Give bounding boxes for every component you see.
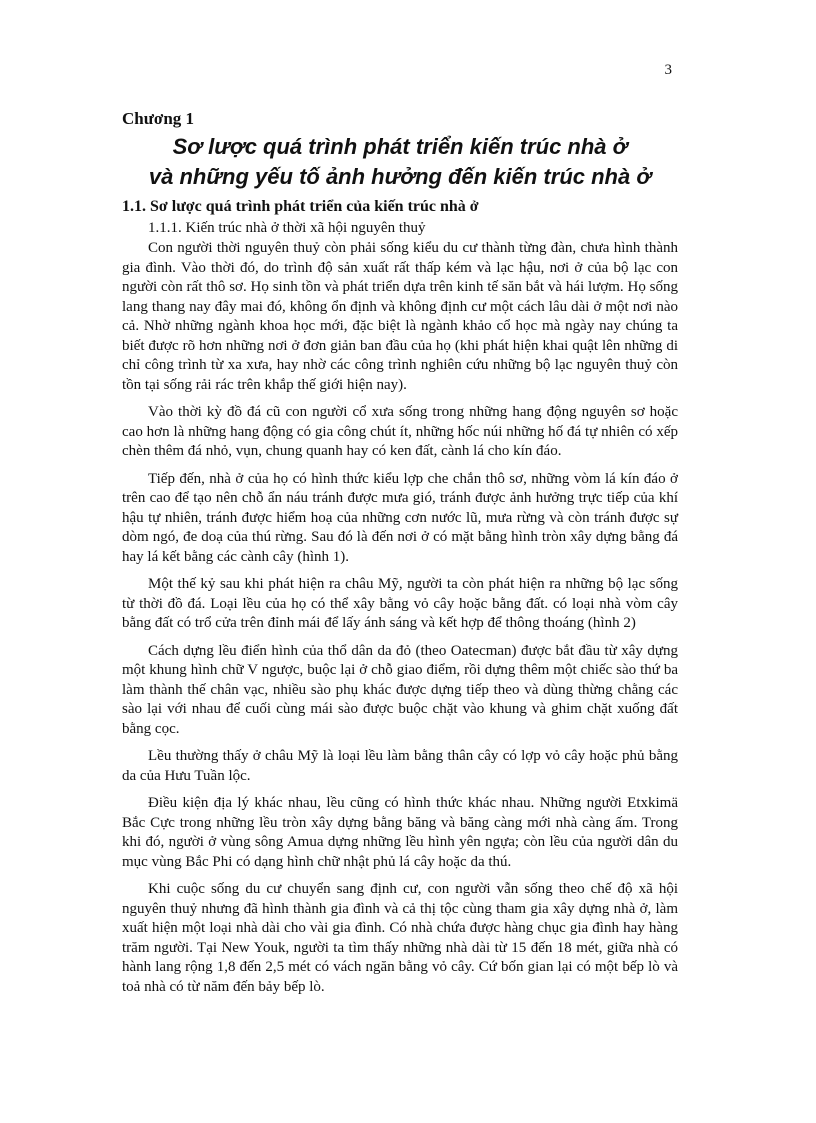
chapter-label: Chương 1 <box>122 109 195 128</box>
paragraph: Vào thời kỳ đồ đá cũ con người cổ xưa sống trong những hang động nguyên sơ hoặc cao hơn là những hang động có gia công chút ít, những hốc núi những hố đá tự nhiên có xếp chèn thêm đá nhỏ, vụn, chung quanh hay có ken đất, cành lá cho kín đáo. <box>122 404 678 459</box>
paragraph: Lều thường thấy ở châu Mỹ là loại lều làm bằng thân cây có lợp vỏ cây hoặc phủ bằng da của Hưu Tuần lộc. <box>122 748 678 784</box>
paragraph: Cách dựng lều điển hình của thổ dân da đỏ (theo Oatecman) được bắt đầu từ xây dựng một khung hình chữ V ngược, buộc lại ở chỗ giao điểm, rồi dựng thêm một chiếc sào thứ ba làm thành thế chân vạc, nhiều sào phụ khác được dựng tiếp theo và dùng thừng chằng các sào lại với nhau để cuối cùng mái sào được buộc chặt vào khung và ghim chặt xuống đất bằng cọc. <box>122 642 678 737</box>
paragraph: Một thế kỷ sau khi phát hiện ra châu Mỹ, người ta còn phát hiện ra những bộ lạc sống từ thời đồ đá. Loại lều của họ có thể xây bằng vỏ cây hoặc bằng đất. có loại nhà vòm cây bằng đất có trổ cửa trên đỉnh mái để lấy ánh sáng và kết hợp để thông thoáng (hình 2) <box>122 576 678 631</box>
paragraph: Điều kiện địa lý khác nhau, lều cũng có hình thức khác nhau. Những người Etxkimä Bắc Cực trong những lều tròn xây dựng bằng băng và băng càng mới nhà càng ấm. Trong khi đó, người ở vùng sông Amua dựng những lều hình yên ngựa; còn lều của người dân du mục vùng Bắc Phi có dạng hình chữ nhật phủ lá cây hoặc da thú. <box>122 795 678 870</box>
chapter-title-line-1: Sơ lược quá trình phát triển kiến trúc nhà ở <box>172 134 628 159</box>
section-heading: 1.1. Sơ lược quá trình phát triển của kiến trúc nhà ở <box>122 198 479 215</box>
subsection-heading: 1.1.1. Kiến trúc nhà ở thời xã hội nguyên thuỷ <box>148 220 426 236</box>
paragraph: Tiếp đến, nhà ở của họ có hình thức kiểu lợp che chắn thô sơ, những vòm lá kín đáo ở trên cao để tạo nên chỗ ẩn náu tránh được mưa gió, tránh được ảnh hưởng trực tiếp của khí hậu tự nhiên, tránh được hiểm hoạ của những cơn nước lũ, mưa rừng và còn tránh được sự dòm ngó, đe doạ của thú rừng. Sau đó là đến nơi ở có mặt bằng hình tròn xây dựng bằng đá hay lá kết bằng các cành cây (hình 1). <box>122 470 678 565</box>
page-content <box>122 108 678 1005</box>
paragraph: Con người thời nguyên thuỷ còn phải sống kiểu du cư thành từng đàn, chưa hình thành gia đình. Vào thời đó, do trình độ sản xuất rất thấp kém và lạc hậu, nơi ở của bộ lạc con người còn rất thô sơ. Họ sinh tồn và phát triển dựa trên kinh tế săn bắt và hái lượm. Họ sống lang thang nay đây mai đó, không ổn định và không định cư một cách lâu dài ở một nơi nào cả. Nhờ những ngành khoa học mới, đặc biệt là ngành khảo cổ học mà ngày nay chúng ta biết được rõ hơn những nơi ở đơn giản ban đầu của họ (khi phát hiện khai quật lên những di chỉ công trình từ xa xưa, hay nhờ các công trình nghiên cứu những bộ lạc nguyên thuỷ còn tồn tại sống rải rác trên khắp thế giới hiện nay). <box>122 240 678 393</box>
paragraph: Khi cuộc sống du cư chuyển sang định cư, con người vẫn sống theo chế độ xã hội nguyên thuỷ nhưng đã hình thành gia đình và cả thị tộc cùng tham gia xây dựng nhà ở, làm xuất hiện một loại nhà dài cho vài gia đình. Có nhà chứa được hàng chục gia đình hay hàng trăm người. Tại New Youk, người ta tìm thấy những nhà dài từ 15 đến 18 mét, giữa nhà có hành lang rộng 1,8 đến 2,5 mét có vách ngăn bằng vỏ cây. Cứ bốn gian lại có một bếp lò và toả nhà có từ năm đến bảy bếp lò. <box>122 881 678 995</box>
chapter-title-line-2: và những yếu tố ảnh hưởng đến kiến trúc nhà ở <box>148 164 652 189</box>
page-number: 3 <box>664 62 672 78</box>
